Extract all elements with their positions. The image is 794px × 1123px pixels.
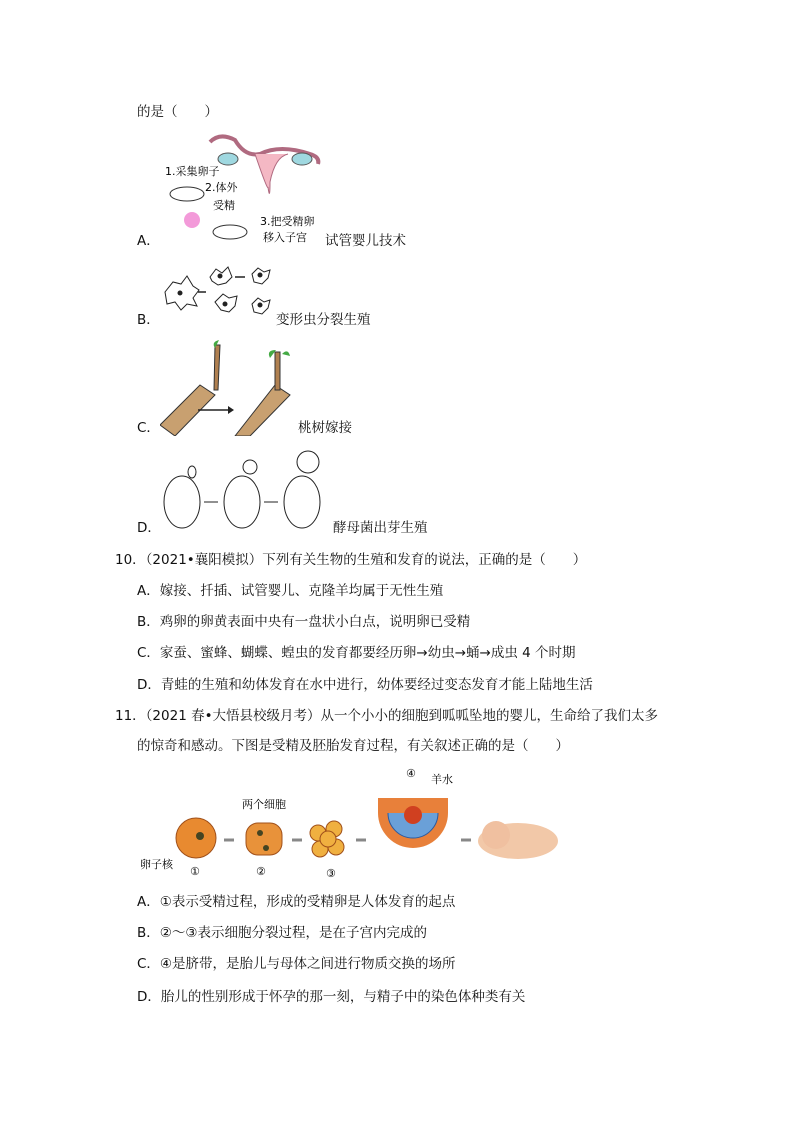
- ivf-label-3b: 移入子宫: [263, 231, 307, 244]
- option-b-label: B．: [137, 312, 160, 328]
- question-9-stem-tail: 的是（ ）: [137, 104, 218, 120]
- option-d-label: D．: [137, 520, 161, 536]
- q11-option-c: C．④是脐带，是胎儿与母体之间进行物质交换的场所: [137, 956, 456, 972]
- option-a-label: A．: [137, 233, 160, 249]
- q10-option-d: D．青蛙的生殖和幼体发育在水中进行，幼体要经过变态发育才能上陆地生活: [137, 677, 593, 693]
- grafting-figure: [160, 340, 295, 436]
- embryo-development-figure: [138, 763, 563, 883]
- option-c-caption: 桃树嫁接: [298, 420, 352, 436]
- ivf-label-2: 2.体外: [205, 181, 238, 194]
- ivf-label-2b: 受精: [213, 199, 235, 212]
- option-c-label: C．: [137, 420, 160, 436]
- egg-nucleus-label: 卵子核: [140, 858, 173, 871]
- q11-option-a: A．①表示受精过程，形成的受精卵是人体发育的起点: [137, 894, 456, 910]
- yeast-budding-figure: [160, 447, 330, 532]
- question-11-stem-line1: 11．（2021 春•大悟县校级月考）从一个小小的细胞到呱呱坠地的婴儿，生命给了我们太多: [115, 708, 659, 724]
- ivf-label-3: 3.把受精卵: [260, 215, 315, 228]
- ivf-diagram: [160, 132, 330, 247]
- label-4: ④: [406, 767, 416, 780]
- option-b-caption: 变形虫分裂生殖: [276, 312, 371, 328]
- q11-option-b: B．②～③表示细胞分裂过程，是在子宫内完成的: [137, 925, 427, 941]
- q10-option-b: B．鸡卵的卵黄表面中央有一盘状小白点，说明卵已受精: [137, 614, 471, 630]
- option-d-caption: 酵母菌出芽生殖: [333, 520, 428, 536]
- option-a-caption: 试管婴儿技术: [325, 233, 406, 249]
- label-1: ①: [190, 865, 200, 878]
- amoeba-division-figure: [160, 262, 275, 322]
- label-3: ③: [326, 867, 336, 880]
- amniotic-label: 羊水: [431, 773, 453, 786]
- q10-option-c: C．家蚕、蜜蜂、蝴蝶、蝗虫的发育都要经历卵→幼虫→蛹→成虫 4 个时期: [137, 645, 576, 661]
- two-cells-label: 两个细胞: [242, 798, 286, 811]
- label-2: ②: [256, 865, 266, 878]
- q11-option-d: D．胎儿的性别形成于怀孕的那一刻，与精子中的染色体种类有关: [137, 989, 526, 1005]
- ivf-label-1: 1.采集卵子: [165, 165, 220, 178]
- question-10-stem: 10．（2021•襄阳模拟）下列有关生物的生殖和发育的说法，正确的是（ ）: [115, 552, 587, 568]
- question-11-stem-line2: 的惊奇和感动。下图是受精及胚胎发育过程，有关叙述正确的是（ ）: [137, 738, 569, 754]
- q10-option-a: A．嫁接、扦插、试管婴儿、克隆羊均属于无性生殖: [137, 583, 444, 599]
